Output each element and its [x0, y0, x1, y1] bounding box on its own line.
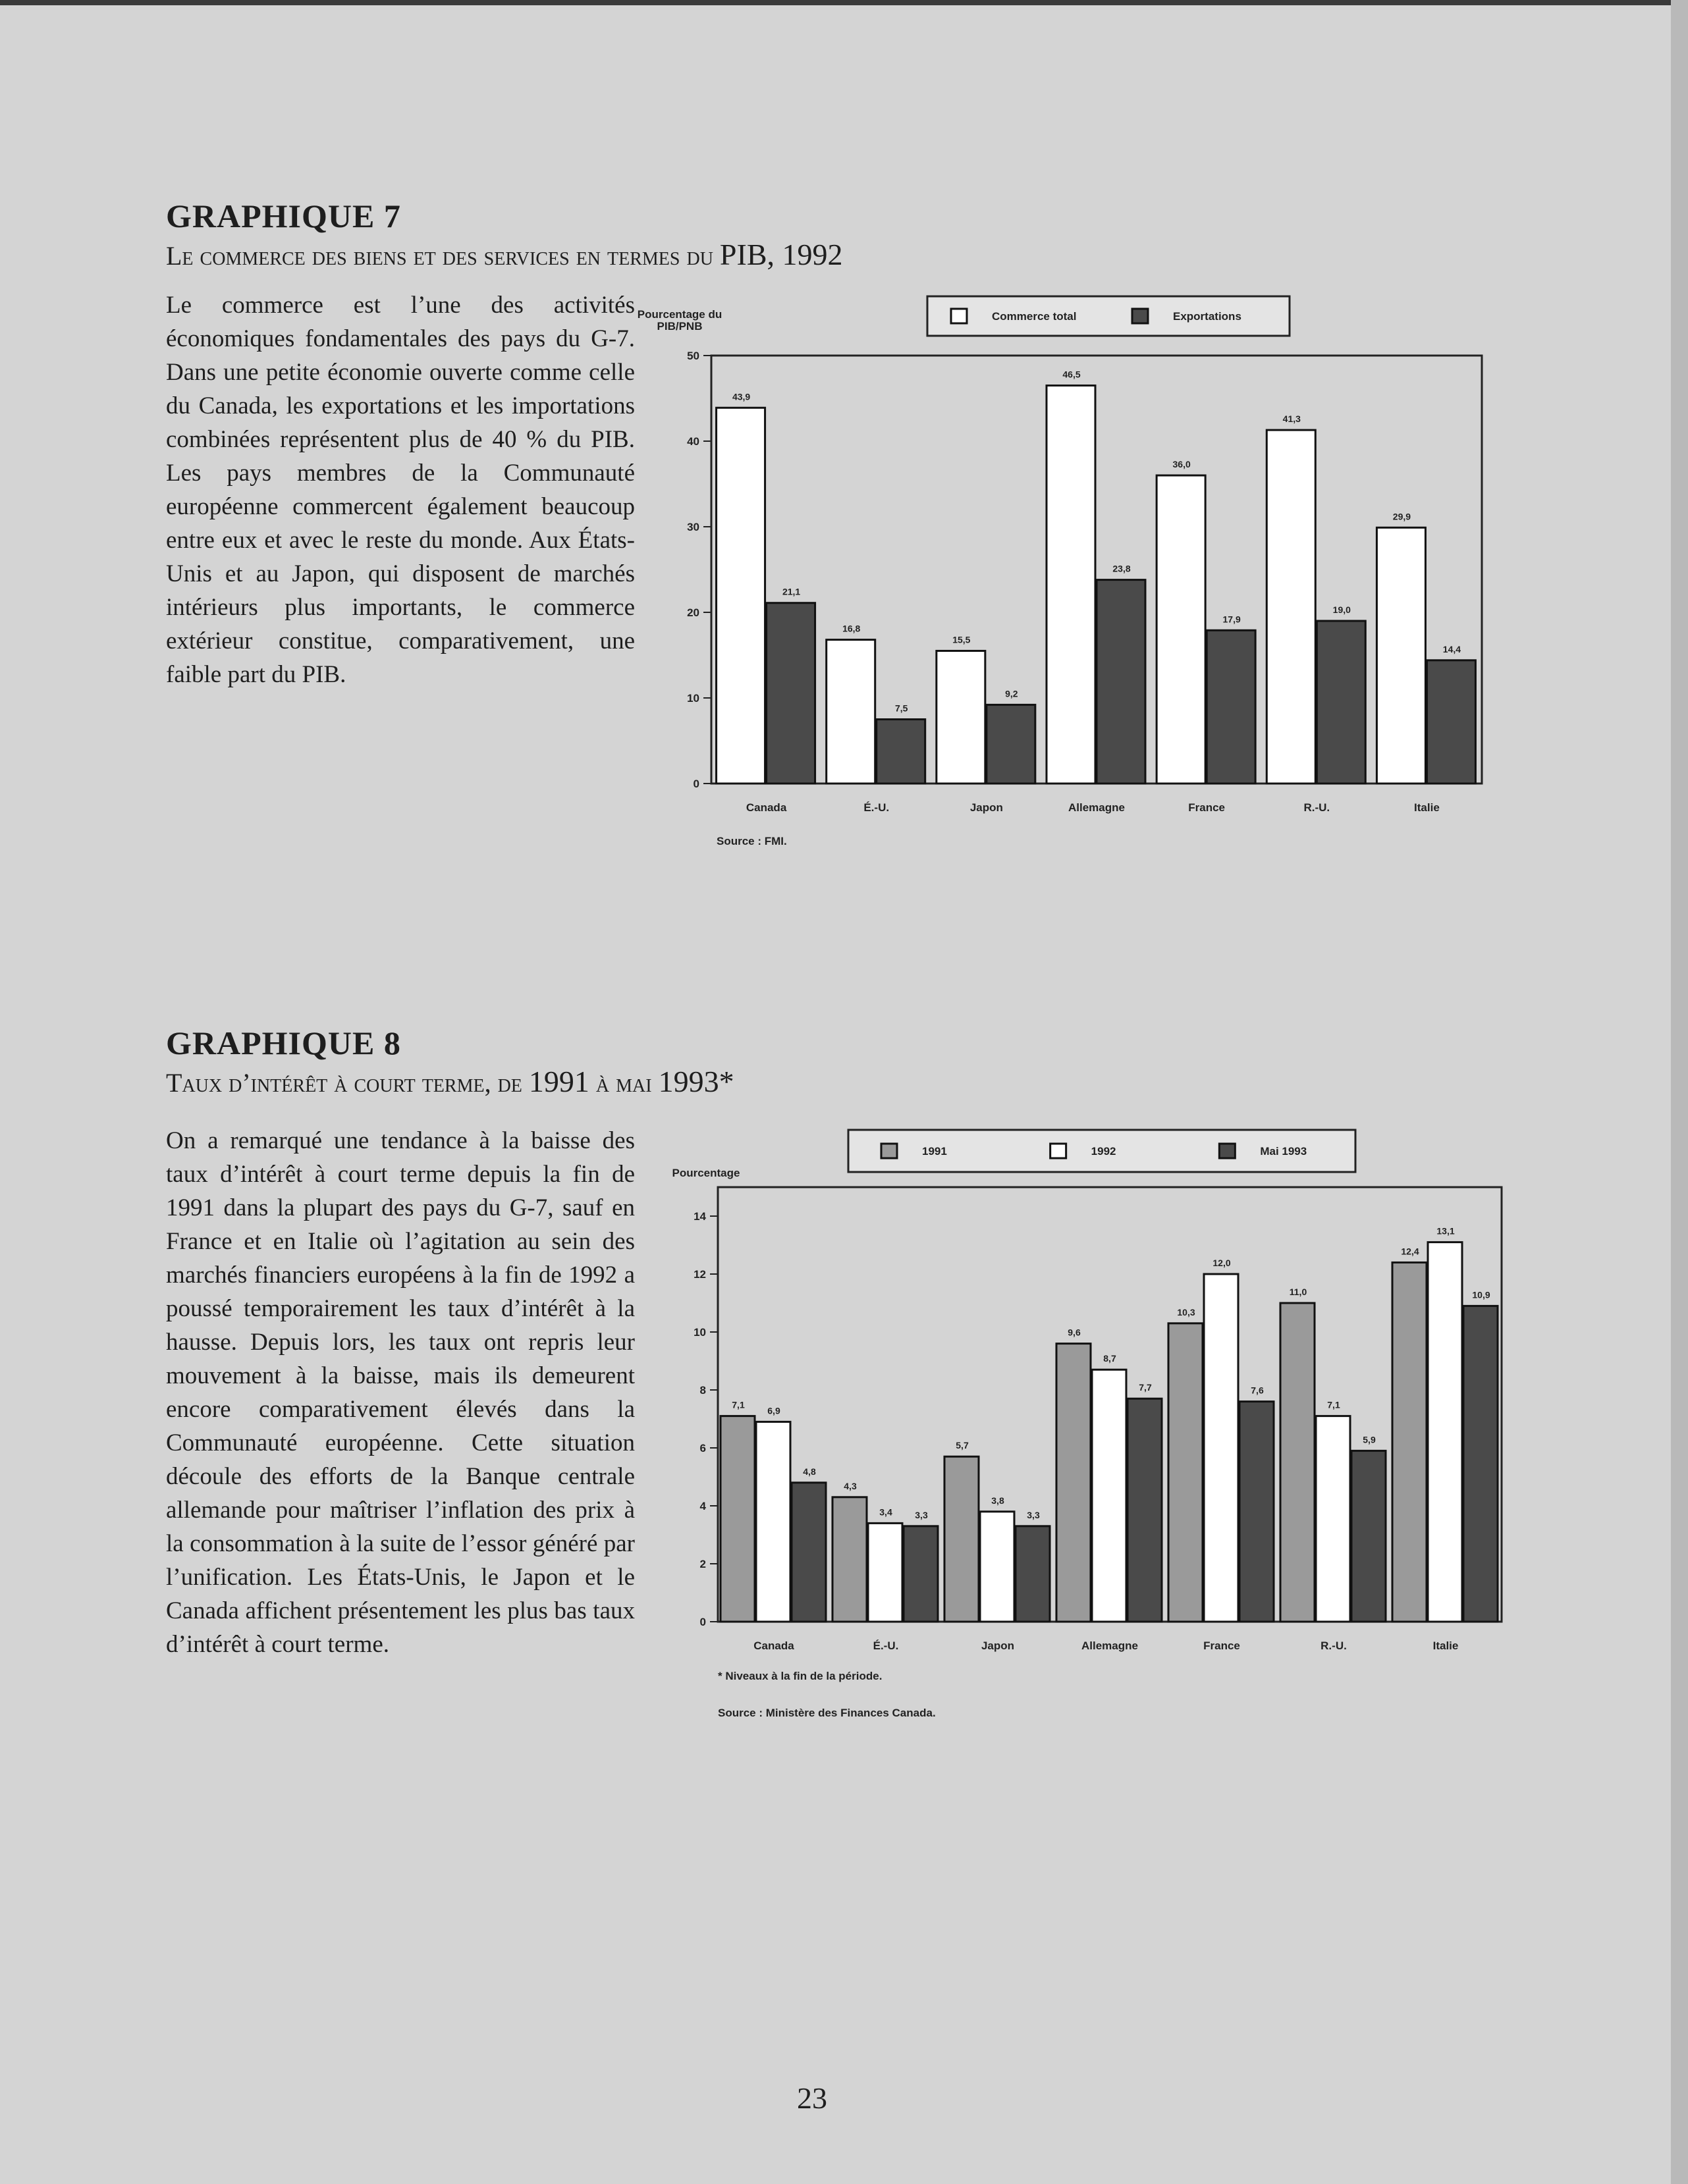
graph7-ylabel-2: PIB/PNB [657, 320, 703, 333]
graph8-bar-mai-1993-italie [1463, 1306, 1498, 1622]
graph8-data-label: 10,9 [1472, 1289, 1490, 1300]
graph7-bar-exportations-italie [1427, 660, 1475, 784]
graph8-category-label: Italie [1432, 1639, 1459, 1652]
graph8-category-label: R.-U. [1320, 1639, 1347, 1652]
graph8-bar-mai-1993-u [904, 1526, 938, 1622]
page-number: 23 [797, 2081, 827, 2115]
graph8-bar-1991-italie [1392, 1262, 1427, 1622]
graph8-footnote: * Niveaux à la fin de la période. [718, 1670, 883, 1682]
graph7-subtitle-year: PIB, 1992 [719, 238, 843, 271]
graph8-data-label: 3,4 [879, 1506, 892, 1518]
graph8-bar-1992-r-u [1316, 1416, 1350, 1622]
graph7-subtitle [166, 238, 1536, 273]
graph7-ytick-label: 20 [687, 606, 699, 619]
graph7-data-label: 7,5 [894, 703, 908, 714]
graph8-legend-swatch-1991 [881, 1144, 897, 1158]
graph8-ylabel: Pourcentage [672, 1167, 740, 1179]
graph8-ytick-label: 2 [699, 1558, 706, 1570]
graph7-legend-label: Commerce total [992, 310, 1077, 323]
graph8-data-label: 12,0 [1212, 1258, 1231, 1268]
graph8-source: Source : Ministère des Finances Canada. [718, 1707, 936, 1719]
graph7-bar-commerce-total-france [1157, 475, 1205, 784]
graph8-data-label: 11,0 [1289, 1287, 1307, 1297]
graph7-bar-commerce-total-allemagne [1047, 386, 1095, 784]
graph7-data-label: 17,9 [1222, 614, 1241, 625]
graph8-bar-1992-u [868, 1523, 902, 1622]
graph8-bar-1992-allemagne [1092, 1370, 1126, 1622]
graph8-data-label: 5,9 [1363, 1434, 1376, 1445]
graph8-bar-1992-france [1204, 1274, 1238, 1622]
graph7-category-label: France [1188, 801, 1226, 814]
graph7-chart [637, 290, 1508, 856]
graph7-ytick-label: 50 [687, 350, 699, 362]
graph7-bar-commerce-total-r-u [1266, 430, 1315, 784]
graph7-bar-exportations-allemagne [1097, 580, 1145, 784]
graph8-category-label: Allemagne [1081, 1639, 1138, 1652]
graph8-data-label: 9,6 [1068, 1327, 1081, 1338]
graph8-ytick-label: 10 [694, 1326, 706, 1339]
graph8-data-label: 5,7 [956, 1440, 969, 1451]
graph7-subtitle-text: Le commerce des biens et des services en termes du [166, 241, 720, 271]
graph8-data-label: 8,7 [1103, 1353, 1116, 1364]
graph7-ytick-label: 30 [687, 521, 699, 533]
graph8-bar-1992-japon [980, 1512, 1014, 1622]
graph7-ytick-label: 0 [693, 778, 699, 790]
graph8-bar-1991-canada [721, 1416, 755, 1622]
graph7-data-label: 9,2 [1005, 688, 1018, 699]
graph7-data-label: 43,9 [732, 391, 751, 402]
graph7-bar-exportations-u [877, 720, 925, 784]
page-top-edge [0, 0, 1688, 5]
graph7-data-label: 19,0 [1332, 604, 1351, 615]
graph8-bar-1991-u [832, 1497, 867, 1622]
graph7-ytick-label: 40 [687, 435, 699, 448]
graph8-subtitle-year2: 1993* [658, 1065, 734, 1098]
graph7-category-label: Italie [1414, 801, 1440, 814]
graph8-data-label: 10,3 [1177, 1306, 1195, 1318]
graph7-category-label: Allemagne [1068, 801, 1125, 814]
graph7-bar-commerce-total-japon [937, 651, 985, 784]
graph8-legend-label: Mai 1993 [1260, 1145, 1307, 1158]
graph7-bar-exportations-japon [987, 705, 1035, 784]
graph8-legend-label: 1991 [922, 1145, 947, 1158]
graph7-bar-exportations-r-u [1317, 621, 1365, 784]
graph8-data-label: 7,1 [1327, 1399, 1340, 1410]
graph8-bar-1991-allemagne [1056, 1344, 1091, 1622]
graph8-subtitle-text: Taux d’intérêt à court terme, de [166, 1068, 529, 1098]
graph8-bar-mai-1993-france [1239, 1402, 1274, 1622]
graph8-category-label: France [1203, 1639, 1240, 1652]
graph8-legend-swatch-mai-1993 [1219, 1144, 1235, 1158]
graph8-category-label: Canada [753, 1639, 794, 1652]
graph7-category-label: É.-U. [863, 801, 890, 814]
graph7-category-label: R.-U. [1303, 801, 1330, 814]
graph8-bar-1991-france [1168, 1323, 1203, 1622]
graph7-ylabel: Pourcentage du [637, 308, 722, 321]
graph8-category-label: É.-U. [873, 1639, 899, 1652]
graph7-data-label: 23,8 [1112, 563, 1131, 574]
graph8-data-label: 7,7 [1139, 1382, 1152, 1393]
graph8-title: GRAPHIQUE 8 [166, 1025, 401, 1061]
graph7-chart-svg [637, 290, 1508, 856]
graph7-data-label: 36,0 [1172, 459, 1191, 469]
graph8-ytick-label: 12 [694, 1268, 706, 1281]
graph8-subtitle-mid: à mai [589, 1068, 659, 1098]
graph8-bar-1991-r-u [1280, 1303, 1315, 1622]
graph8-ytick-label: 4 [699, 1500, 706, 1512]
graph8-bar-1992-canada [756, 1422, 790, 1622]
graph7-ytick-label: 10 [687, 692, 699, 705]
graph7-data-label: 41,3 [1282, 413, 1301, 425]
graph7-category-label: Canada [746, 801, 787, 814]
graph7-bar-commerce-total-u [827, 640, 875, 784]
graph7-data-label: 15,5 [952, 634, 971, 645]
graph8-subtitle [166, 1065, 1536, 1100]
graph8-chart-svg [665, 1119, 1521, 1652]
graph7-bar-exportations-canada [767, 603, 815, 784]
graph8-data-label: 3,3 [915, 1509, 928, 1520]
graph7-data-label: 16,8 [842, 623, 861, 634]
graph7-category-label: Japon [969, 801, 1003, 814]
graph8-bar-mai-1993-canada [792, 1483, 826, 1622]
graph8-ytick-label: 14 [694, 1210, 706, 1223]
graph8-bar-mai-1993-allemagne [1128, 1398, 1162, 1622]
graph8-header [166, 1023, 1536, 1100]
graph8-ytick-label: 6 [699, 1442, 706, 1454]
graph8-data-label: 3,8 [991, 1495, 1004, 1506]
graph8-legend-swatch-1992 [1050, 1144, 1066, 1158]
graph8-data-label: 7,1 [732, 1399, 745, 1410]
graph8-bar-1991-japon [944, 1456, 979, 1622]
graph8-data-label: 7,6 [1251, 1385, 1264, 1396]
page-right-edge [1671, 0, 1688, 2184]
graph7-legend-swatch-exportations [1132, 309, 1148, 323]
graph7-legend-label: Exportations [1173, 310, 1241, 323]
graph8-bar-mai-1993-japon [1016, 1526, 1050, 1622]
graph7-data-label: 14,4 [1442, 643, 1461, 654]
graph8-data-label: 12,4 [1401, 1246, 1419, 1257]
graph7-bar-commerce-total-canada [717, 408, 765, 784]
graph8-bar-1992-italie [1428, 1242, 1462, 1622]
graph8-subtitle-year1: 1991 [528, 1065, 589, 1098]
graph8-category-label: Japon [981, 1639, 1015, 1652]
graph8-legend-label: 1992 [1091, 1145, 1116, 1158]
graph8-ytick-label: 8 [699, 1384, 706, 1397]
graph7-data-label: 29,9 [1392, 511, 1411, 522]
graph7-legend-swatch-commerce-total [951, 309, 967, 323]
graph7-data-label: 21,1 [782, 586, 801, 597]
graph8-bar-mai-1993-r-u [1351, 1451, 1386, 1622]
graph8-data-label: 4,3 [844, 1480, 857, 1491]
graph7-title: GRAPHIQUE 7 [166, 198, 401, 234]
graph7-body-text: Le commerce est l’une des activités économiques fondamentales des pays du G-7. Dans une petite économie ouverte comme celle du Canada, les exportations et les importations combinées représentent plus de 40 % du PIB. Les pays membres de la Communauté européenne commercent également beaucoup entre eux et avec le reste du monde. Aux États-Unis et au Japon, qui disposent de marchés intérieurs plus importants, le commerce extérieur constitue, comparativement, une faible part du PIB. [166, 292, 635, 688]
graph8-chart [665, 1119, 1521, 1652]
graph7-bar-exportations-france [1207, 630, 1255, 784]
graph8-ytick-label: 0 [699, 1616, 706, 1628]
graph8-data-label: 3,3 [1027, 1509, 1040, 1520]
graph7-header [166, 196, 1536, 273]
graph7-source: Source : FMI. [717, 835, 787, 847]
graph8-data-label: 4,8 [803, 1466, 816, 1477]
graph7-data-label: 46,5 [1062, 369, 1081, 380]
graph8-data-label: 6,9 [767, 1405, 780, 1416]
graph7-bar-commerce-total-italie [1376, 527, 1425, 784]
graph8-body-text: On a remarqué une tendance à la baisse des taux d’intérêt à court terme depuis la fin de 1991 dans la plupart des pays du G-7, sauf en France et en Italie où l’agitation au sein des marchés financiers européens à la fin de 1992 a poussé temporairement les taux d’intérêt à la hausse. Depuis lors, les taux ont repris leur mouvement à la baisse, mais ils demeurent encore comparativement élevés dans la Communauté européenne. Cette situation découle des efforts de la Banque centrale allemande pour maîtriser l’inflation des prix à la consommation à la suite de l’essor généré par l’unification. Les États-Unis, le Japon et le Canada affichent présentement les plus bas taux d’intérêt à court terme. [166, 1127, 635, 1658]
graph8-data-label: 13,1 [1436, 1225, 1455, 1237]
